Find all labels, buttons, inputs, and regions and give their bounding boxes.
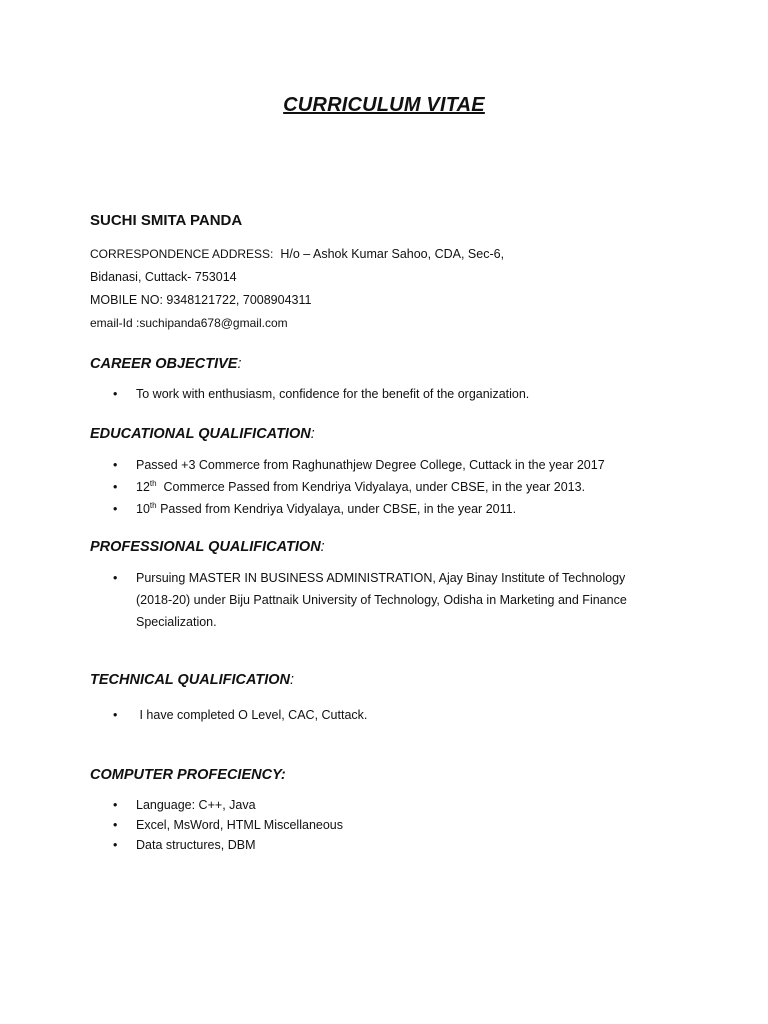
heading-colon: :: [310, 426, 315, 442]
list-item-text-cont: (2018-20) under Biju Pattnaik University of Technology, Odisha in Marketing and Finance: [136, 593, 627, 607]
computer-proficiency-heading: COMPUTER PROFECIENCY:: [90, 767, 286, 783]
career-objective-heading: [90, 356, 241, 372]
address-line-2: Bidanasi, Cuttack- 753014: [90, 270, 237, 284]
list-item: [90, 476, 605, 498]
list-item: [90, 498, 605, 520]
professional-list: [90, 567, 627, 633]
heading-colon: :: [290, 672, 295, 688]
computer-list: [90, 795, 343, 855]
education-list: [90, 454, 605, 520]
list-item-text: Passed +3 Commerce from Raghunathjew Degree College, Cuttack in the year 2017: [136, 458, 605, 472]
technical-list: [90, 704, 367, 726]
professional-qualification-heading: [90, 539, 325, 555]
heading-colon: :: [237, 356, 242, 372]
list-item: [90, 567, 627, 633]
bullet-icon: •: [113, 458, 118, 472]
list-item-text-cont: Specialization.: [136, 615, 217, 629]
bullet-icon: •: [113, 502, 118, 516]
career-objective-list: [90, 383, 529, 405]
heading-colon: :: [320, 539, 325, 555]
ordinal-suffix: th: [149, 478, 157, 488]
email-address: email-Id :suchipanda678@gmail.com: [90, 316, 288, 330]
technical-heading-text: TECHNICAL QUALIFICATION: [90, 672, 291, 688]
list-item-text: To work with enthusiasm, confidence for the benefit of the organization.: [136, 387, 530, 401]
list-item-text: Data structures, DBM: [136, 838, 256, 852]
list-item: [90, 704, 367, 726]
list-item: [90, 815, 343, 835]
candidate-name: SUCHI SMITA PANDA: [90, 212, 243, 229]
professional-heading-text: PROFESSIONAL QUALIFICATION: [90, 539, 321, 555]
class-number: 10: [136, 502, 150, 516]
technical-qualification-heading: [90, 672, 294, 688]
list-item: [90, 795, 343, 815]
bullet-icon: •: [113, 798, 118, 812]
bullet-icon: •: [113, 818, 118, 832]
document-title: CURRICULUM VITAE: [283, 94, 485, 116]
bullet-icon: •: [113, 571, 118, 585]
list-item-text: Passed from Kendriya Vidyalaya, under CBSE, in the year 2011.: [160, 502, 517, 516]
educational-qualification-heading: [90, 426, 315, 442]
class-number: 12: [136, 480, 150, 494]
list-item-text: Language: C++, Java: [136, 798, 256, 812]
address-line-1: [90, 247, 504, 261]
list-item: [90, 454, 605, 476]
bullet-icon: •: [113, 480, 118, 494]
bullet-icon: •: [113, 838, 118, 852]
list-item-text: Commerce Passed from Kendriya Vidyalaya, under CBSE, in the year 2013.: [163, 480, 586, 494]
address-value-1: H/o – Ashok Kumar Sahoo, CDA, Sec-6,: [280, 247, 505, 261]
list-item-text: I have completed O Level, CAC, Cuttack.: [139, 708, 368, 722]
career-heading-text: CAREER OBJECTIVE: [90, 356, 238, 372]
list-item: [90, 383, 529, 405]
bullet-icon: •: [113, 708, 118, 722]
list-item-text: Excel, MsWord, HTML Miscellaneous: [136, 818, 344, 832]
list-item: [90, 835, 343, 855]
education-heading-text: EDUCATIONAL QUALIFICATION: [90, 426, 311, 442]
ordinal-suffix: th: [149, 500, 157, 510]
list-item-text: Pursuing MASTER IN BUSINESS ADMINISTRATION, Ajay Binay Institute of Technology: [136, 571, 626, 585]
address-label: CORRESPONDENCE ADDRESS:: [90, 247, 274, 261]
bullet-icon: •: [113, 387, 118, 401]
mobile-number: MOBILE NO: 9348121722, 7008904311: [90, 293, 312, 307]
